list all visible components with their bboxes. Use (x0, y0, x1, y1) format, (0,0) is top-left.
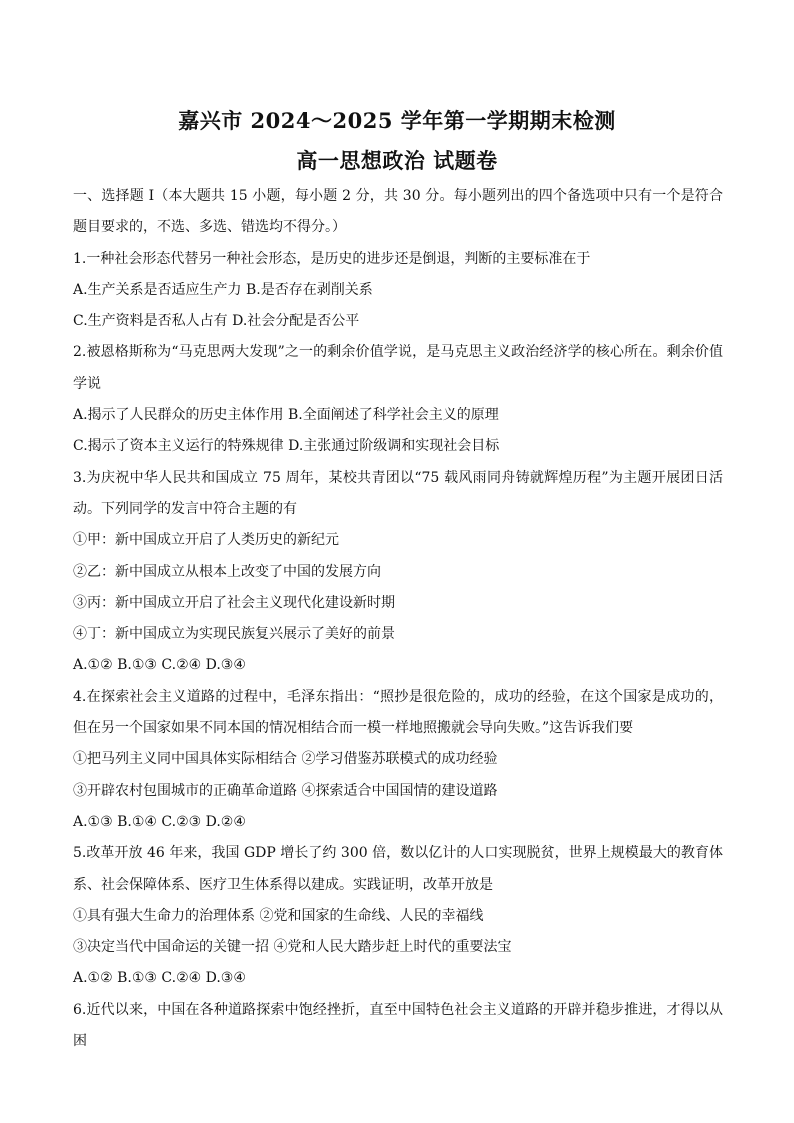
question-content (73, 181, 723, 1057)
q2-options-ab: A.揭示了人民群众的历史主体作用 B.全面阐述了科学社会主义的原理 (73, 407, 499, 424)
page-subtitle: 高一思想政治 试题卷 (296, 148, 498, 173)
q3-options: A.①② B.①③ C.②④ D.③④ (73, 657, 246, 674)
q2-options-cd: C.揭示了资本主义运行的特殊规律 D.主张通过阶级调和实现社会目标 (73, 438, 500, 455)
q5-options: A.①② B.①③ C.②④ D.③④ (73, 970, 246, 987)
q3-statement-3: ③丙：新中国成立开启了社会主义现代化建设新时期 (73, 594, 395, 611)
q5-statements-34: ③决定当代中国命运的关键一招 ④党和人民大踏步赶上时代的重要法宝 (73, 939, 512, 956)
q1-options-cd: C.生产资料是否私人占有 D.社会分配是否公平 (73, 313, 360, 330)
q4-statements-12: ①把马列主义同中国具体实际相结合 ②学习借鉴苏联模式的成功经验 (73, 751, 498, 768)
q1-options-ab: A.生产关系是否适应生产力 B.是否存在剥削关系 (73, 281, 373, 298)
page-title: 嘉兴市 2024～2025 学年第一学期期末检测 (178, 108, 616, 133)
q5-statements-12: ①具有强大生命力的治理体系 ②党和国家的生命线、人民的幸福线 (73, 907, 484, 924)
q4-statements-34: ③开辟农村包围城市的正确革命道路 ④探索适合中国国情的建设道路 (73, 782, 498, 799)
q1-stem: 1.一种社会形态代替另一种社会形态，是历史的进步还是倒退，判断的主要标准在于 (73, 250, 591, 267)
q3-stem: 3.为庆祝中华人民共和国成立 75 周年，某校共青团以“75 载风雨同舟铸就辉煌历程”为主题开展团日活动。下列同学的发言中符合主题的有 (73, 469, 723, 517)
q3-statement-4: ④丁：新中国成立为实现民族复兴展示了美好的前景 (73, 626, 395, 643)
q5-stem: 5.改革开放 46 年来，我国 GDP 增长了约 300 倍，数以亿计的人口实现脱贫，世界上规模最大的教育体系、社会保障体系、医疗卫生体系得以建成。实践证明，改革开放是 (73, 845, 723, 893)
q3-statement-1: ①甲：新中国成立开启了人类历史的新纪元 (73, 532, 339, 549)
q4-stem: 4.在探索社会主义道路的过程中，毛泽东指出：“照抄是很危险的，成功的经验，在这个国家是成功的，但在另一个国家如果不同本国的情况相结合而一模一样地照搬就会导向失败。”这告诉我们要 (73, 688, 723, 737)
section-intro: 一、选择题 I（本大题共 15 小题，每小题 2 分，共 30 分。每小题列出的四个备选项中只有一个是符合题目要求的，不选、多选、错选均不得分。） (73, 188, 723, 236)
q4-options: A.①③ B.①④ C.②③ D.②④ (73, 813, 246, 830)
q6-stem: 6.近代以来，中国在各种道路探索中饱经挫折，直至中国特色社会主义道路的开辟并稳步推进，才得以从困 (73, 1001, 723, 1050)
q2-stem: 2.被恩格斯称为“马克思两大发现”之一的剩余价值学说，是马克思主义政治经济学的核心所在。剩余价值学说 (73, 344, 723, 392)
q3-statement-2: ②乙：新中国成立从根本上改变了中国的发展方向 (73, 563, 381, 580)
